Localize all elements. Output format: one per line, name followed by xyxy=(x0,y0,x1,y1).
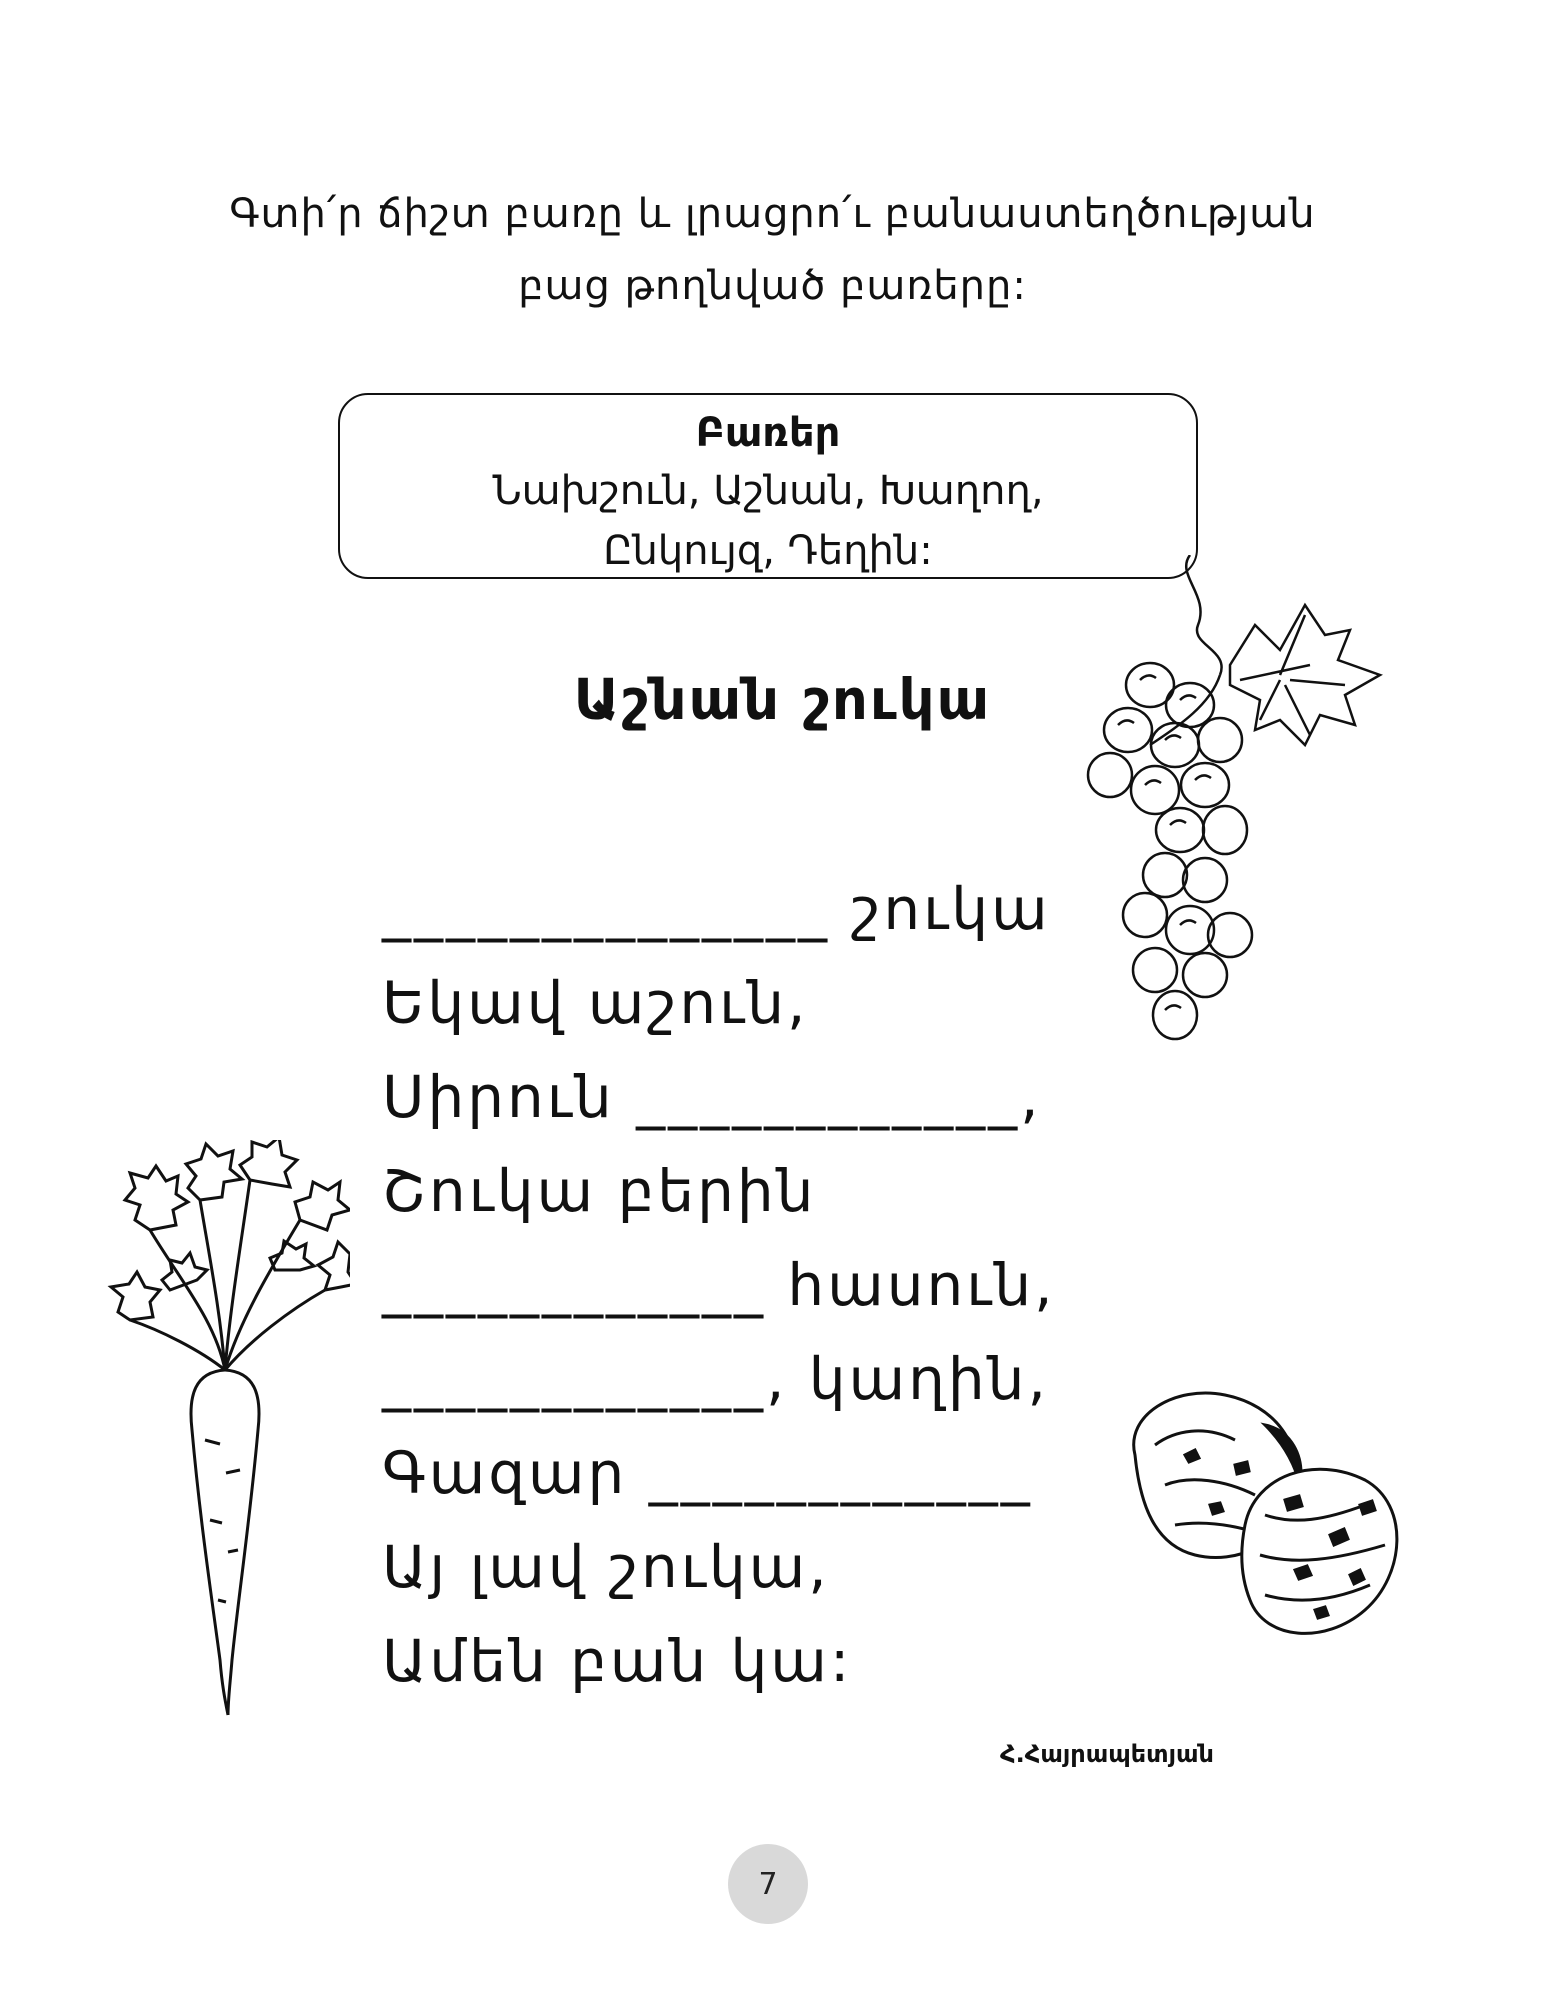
poem-author: Հ.Հայրապետյան xyxy=(1000,1740,1214,1768)
walnuts-icon xyxy=(1115,1385,1415,1665)
instruction-line-1: Գտի՛ր ճիշտ բառը և լրացրո՛ւ բանաստեղծության xyxy=(229,191,1316,237)
poem-line: Եկավ աշուն, xyxy=(382,969,809,1037)
poem-line: ____________ հասուն, xyxy=(382,1251,1056,1319)
instruction-line-2: բաց թողնված բառերը: xyxy=(518,263,1027,309)
page-number xyxy=(728,1844,808,1924)
poem-line: Սիրուն ____________, xyxy=(382,1063,1042,1131)
poem-line: Շուկա բերին xyxy=(382,1157,817,1225)
poem-line: ______________ շուկա xyxy=(382,875,1051,943)
word-bank-title: Բառեր xyxy=(695,410,841,456)
word-bank-line-1: Նախշուն, Աշնան, Խաղող, xyxy=(492,468,1044,514)
poem-line: Գազար ____________ xyxy=(382,1439,1033,1507)
word-bank-box xyxy=(338,393,1198,579)
grapes-icon xyxy=(1080,555,1400,1075)
poem-line: ____________, կաղին, xyxy=(382,1345,1049,1413)
poem-line: Այ լավ շուկա, xyxy=(382,1533,830,1601)
word-bank-line-2: Ընկույզ, Դեղին: xyxy=(603,528,933,574)
poem-body xyxy=(382,862,1056,1708)
carrot-icon xyxy=(100,1140,350,1730)
poem-title: Աշնան շուկա xyxy=(573,668,992,733)
instruction xyxy=(0,178,1545,322)
page-number-label: 7 xyxy=(758,1866,778,1902)
poem-line: Ամեն բան կա: xyxy=(382,1627,853,1695)
